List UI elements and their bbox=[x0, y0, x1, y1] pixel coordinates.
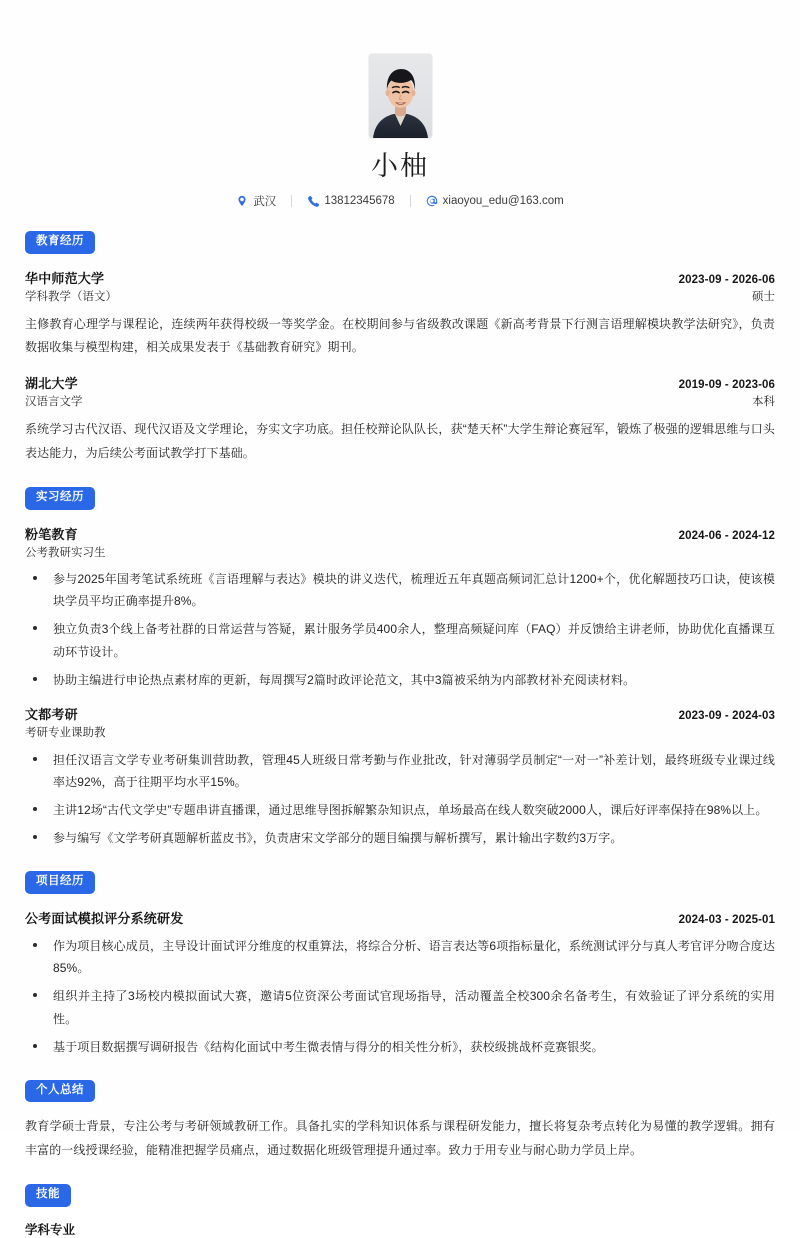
internship-entry bbox=[25, 705, 775, 849]
bullet-text: 作为项目核心成员，主导设计面试评分维度的权重算法，将综合分析、语言表达等6项指标量化，系统测试评分与真人考官评分吻合度达85%。 bbox=[53, 939, 775, 976]
contact-location bbox=[221, 193, 291, 209]
list-item bbox=[25, 1036, 775, 1058]
entry-sub-row bbox=[25, 289, 775, 306]
bullet-text: 参与2025年国考笔试系统班《言语理解与表达》模块的讲义迭代，梳理近五年真题高频词汇总计1200+个，优化解题技巧口诀，使该模块学员平均正确率提升8%。 bbox=[53, 572, 775, 609]
education-entry bbox=[25, 269, 775, 360]
section-badge-internship: 实习经历 bbox=[25, 487, 95, 510]
portrait-photo-icon bbox=[369, 54, 432, 138]
bullet-dot-icon bbox=[33, 626, 37, 630]
section-badge-education: 教育经历 bbox=[25, 231, 95, 254]
entry-bullet-list bbox=[25, 749, 775, 850]
entry-subtitle: 考研专业课助教 bbox=[25, 727, 106, 740]
project-entry bbox=[25, 909, 775, 1058]
section-summary bbox=[25, 1080, 775, 1162]
entry-sub-row bbox=[25, 394, 775, 411]
section-badge-summary: 个人总结 bbox=[25, 1080, 95, 1103]
list-item bbox=[25, 827, 775, 849]
entry-description: 系统学习古代汉语、现代汉语及文学理论，夯实文字功底。担任校辩论队队长，获“楚天杯”大学生辩论赛冠军，锻炼了极强的逻辑思维与口头表达能力，为后续公考面试教学打下基础。 bbox=[25, 422, 775, 460]
bullet-dot-icon bbox=[33, 943, 37, 947]
phone-icon bbox=[307, 195, 319, 207]
section-badge-project: 项目经历 bbox=[25, 871, 95, 894]
entry-header-row bbox=[25, 525, 775, 545]
education-entry bbox=[25, 374, 775, 465]
list-item bbox=[25, 985, 775, 1029]
entry-description: 主修教育心理学与课程论，连续两年获得校级一等奖学金。在校期间参与省级教改课题《新高考背景下行测言语理解模块教学法研究》，负责数据收集与模型构建，相关成果发表于《基础教育研究》期刊。 bbox=[25, 317, 775, 355]
contact-list bbox=[25, 193, 775, 209]
list-item bbox=[25, 618, 775, 662]
bullet-dot-icon bbox=[33, 576, 37, 580]
skill-category-name: 学科专业 bbox=[25, 1222, 76, 1237]
page-title: 小柚 bbox=[371, 151, 429, 181]
bullet-text: 主讲12场“古代文学史”专题串讲直播课，通过思维导图拆解繁杂知识点，单场最高在线人数突破2000人，课后好评率保持在98%以上。 bbox=[53, 802, 768, 817]
entry-header-row bbox=[25, 374, 775, 394]
entry-title: 粉笔教育 bbox=[25, 526, 78, 542]
entry-degree: 硕士 bbox=[752, 290, 775, 303]
bullet-text: 独立负责3个线上备考社群的日常运营与答疑，累计服务学员400余人，整理高频疑问库（FAQ）并反馈给主讲老师，协助优化直播课互动环节设计。 bbox=[53, 622, 775, 659]
bullet-dot-icon bbox=[33, 807, 37, 811]
avatar bbox=[369, 54, 432, 138]
entry-title: 文都考研 bbox=[25, 707, 78, 723]
bullet-dot-icon bbox=[33, 677, 37, 681]
bullet-text: 基于项目数据撰写调研报告《结构化面试中考生微表情与得分的相关性分析》，获校级挑战杯竞赛银奖。 bbox=[53, 1039, 604, 1054]
bullet-text: 担任汉语言文学专业考研集训营助教，管理45人班级日常考勤与作业批改，针对薄弱学员制定“一对一”补差计划，最终班级专业课过线率达92%，高于往期平均水平15%。 bbox=[53, 752, 775, 789]
entry-date: 2024-03 - 2025-01 bbox=[678, 913, 775, 926]
entry-bullet-list bbox=[25, 935, 775, 1058]
entry-date: 2024-06 - 2024-12 bbox=[678, 529, 775, 542]
section-internship bbox=[25, 487, 775, 849]
entry-date: 2019-09 - 2023-06 bbox=[678, 378, 775, 391]
section-project bbox=[25, 871, 775, 1058]
internship-entry bbox=[25, 525, 775, 691]
entry-subtitle: 汉语言文学 bbox=[25, 396, 83, 409]
bullet-dot-icon bbox=[33, 757, 37, 761]
bullet-text: 参与编写《文学考研真题解析蓝皮书》，负责唐宋文学部分的题目编撰与解析撰写，累计输出字数约3万字。 bbox=[53, 831, 623, 846]
list-item bbox=[25, 568, 775, 612]
entry-header-row bbox=[25, 269, 775, 289]
contact-phone-value: 13812345678 bbox=[324, 195, 395, 208]
entry-header-row bbox=[25, 705, 775, 725]
entry-date: 2023-09 - 2024-03 bbox=[678, 710, 775, 723]
bullet-dot-icon bbox=[33, 835, 37, 839]
entry-sub-row bbox=[25, 545, 775, 562]
section-badge-skills: 技能 bbox=[25, 1184, 71, 1207]
entry-subtitle: 公考教研实习生 bbox=[25, 546, 106, 559]
bullet-dot-icon bbox=[33, 993, 37, 997]
contact-phone bbox=[292, 195, 409, 207]
summary-text: 教育学硕士背景，专注公考与考研领域教研工作。具备扎实的学科知识体系与课程研发能力，擅长将复杂考点转化为易懂的教学逻辑。拥有丰富的一线授课经验，能精准把握学员痛点，通过数据化班级管理提升通过率。致力于用专业与耐心助力学员上岸。 bbox=[25, 1119, 775, 1157]
list-item bbox=[25, 935, 775, 979]
entry-degree: 本科 bbox=[752, 396, 775, 409]
entry-title: 公考面试模拟评分系统研发 bbox=[25, 910, 184, 926]
contact-email bbox=[411, 195, 579, 207]
list-item bbox=[25, 669, 775, 691]
entry-header-row bbox=[25, 909, 775, 929]
entry-date: 2023-09 - 2026-06 bbox=[678, 273, 775, 286]
bullet-text: 组织并主持了3场校内模拟面试大赛，邀请5位资深公考面试官现场指导，活动覆盖全校300余名备考生，有效验证了评分系统的实用性。 bbox=[53, 989, 775, 1026]
list-item bbox=[25, 749, 775, 793]
entry-title: 湖北大学 bbox=[25, 375, 78, 391]
list-item bbox=[25, 799, 775, 821]
bullet-text: 协助主编进行申论热点素材库的更新，每周撰写2篇时政评论范文，其中3篇被采纳为内部教材补充阅读材料。 bbox=[53, 672, 636, 687]
location-pin-icon bbox=[236, 195, 248, 207]
section-education bbox=[25, 231, 775, 465]
entry-title: 华中师范大学 bbox=[25, 270, 105, 286]
email-icon bbox=[426, 195, 438, 207]
resume-header bbox=[25, 28, 775, 209]
entry-bullet-list bbox=[25, 568, 775, 691]
entry-subtitle: 学科教学（语文） bbox=[25, 290, 117, 303]
contact-location-value: 武汉 bbox=[253, 196, 277, 209]
entry-sub-row bbox=[25, 725, 775, 742]
section-skills bbox=[25, 1184, 775, 1238]
bullet-dot-icon bbox=[33, 1044, 37, 1048]
contact-email-value: xiaoyou_edu@163.com bbox=[442, 195, 564, 208]
